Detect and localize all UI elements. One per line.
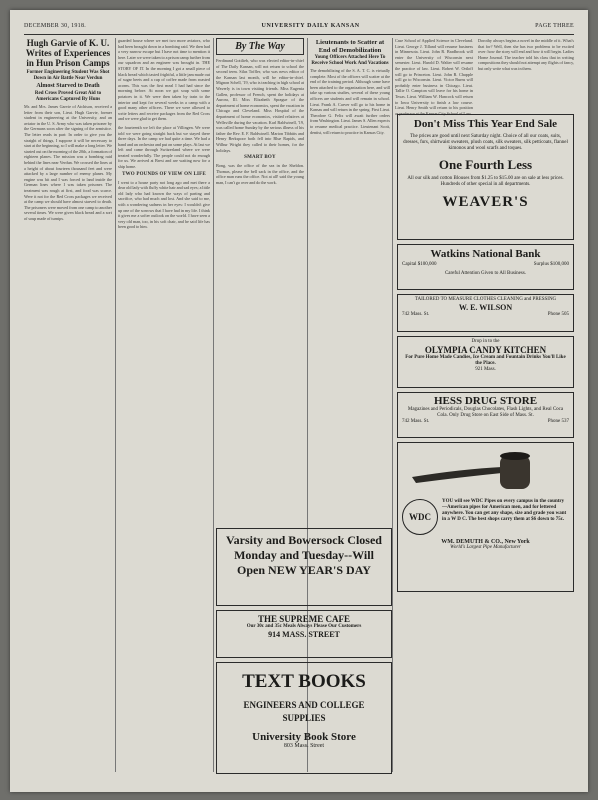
article-subhead: Almost Starved to Death: [36, 83, 100, 89]
wdc-pipe-ad: [397, 442, 574, 592]
column-divider: [213, 38, 214, 772]
watkins-bank-ad: [397, 244, 574, 290]
article-body: Dorothy always begins a novel in the middle of it. What's that for? Well, then she has two problems to be excited over: how the story will end and how it will begin. Ladies Home Journal. The teacher told his class that in writing compositions they should not attempt any flights of fancy, but only write what was in them.: [478, 38, 574, 71]
header-rule: [24, 34, 574, 35]
article-subhead: SMART BOY: [244, 155, 276, 161]
article-headline: Hugh Garvie of K. U. Writes of Experiences in Hun Prison Camps: [25, 38, 111, 68]
article-body: the fourteenth we left the place at Villingen. We were told we were going straight back but we stayed there three days. In the camp we had quite a time. We had a band and an orchestra and put on some plays. At last we left and came through Switzerland where we were treated wonderfully. The people could not do enough for us. We arrived at Brest and are waiting now for a ship home.: [118, 124, 210, 170]
article-body: I went to a house party not long ago and met there a dear old lady with fluffy white hair and sad eyes; a little old lady who had known the ways of parting and sacrifice, who had much and lost. And she said to me, with a wondering sadness in her eyes: I wouldn't give up one of the sorrows that I have had in my life. I think it gives me a softer outlook on the world. I have seen a very old man, too, in his soft chair, and he said life has been good to him.: [118, 179, 210, 230]
bank-name: Watkins National Bank: [430, 248, 541, 260]
candy-name: OLYMPIA CANDY KITCHEN: [424, 345, 547, 355]
pipe-headline: YOU will see WDC Pipes on every campus in the country—American pipes for American men, and for lettered anywhere. You can get any shape, size and grade you want in a W D C. The best shops carry them at $6 down to 75c.: [442, 499, 567, 522]
supreme-cafe-ad: [216, 610, 392, 658]
tailor-line: TAILORED TO MEASURE CLOTHES CLEANING and PRESSING: [414, 297, 557, 302]
tailor-phone: Phone 505: [547, 312, 569, 317]
article-body: Bong, was the office of the sea in the Sheldon. Thomas, please the bell sack in the office, and the office man runs the office. Not at all! said the young man, I can't go over and do the work.: [216, 163, 304, 185]
article-subhead: Red Cross Proved Great Aid to Americans Captured By Huns: [34, 91, 102, 102]
pipe-ad-body: [402, 499, 569, 535]
tailor-name: W. E. WILSON: [458, 303, 513, 312]
cafe-address: 914 MASS. STREET: [268, 630, 340, 639]
article-body: Ferdinand Gottlieb, who was elected editor-in-chief of The Daily Kansan, will not return to school the second term. Silas Toffler, who was news editor of the Kansan last month, will be editor-in-chief. Mignon Schell, '19, who is teaching in high school at Waverly is in town visiting friends. Miss Eugenia Gallen, professor of French, spent the holidays at Aurora, Ill. Miss Elizabeth Sprague of the department of home economics, spent the vacation in Chicago and Cleveland. Miss Hospital of the department of home economics, visited relatives at Wellsville during the vacation. Karl Baldwinell, '19, was called home Sunday by the serious illness of his father the Rev. E. F. Baldwinell. Marion Tibbitts and Henry Berkspoor both fell into Blue Rapids, and Wilbur Wright they called to their homes, for the holidays.: [216, 58, 304, 153]
hess-line: Magazines and Periodicals, Douglas Chocolates, Flash Lights, and Real Coca Cola. Only Drug Store on East Side of Mass. St.: [407, 407, 564, 418]
article-body: guarded house where we met two more aviators, who had been brought down in a bombing raid. We then had a very narrow escape but I have not time to mention it here. Later we were taken to a prison camp further from our squadron and an engineer was brought in. THE STORY OF IT. In the morning I got a small piece of black bread which tasted frightful, a little jam made out of sugar beets and a cup of coffee made from roasted acorns. This was the first meal I had had since the morning before. At noon we got soup with some potatoes in it. We were then taken by train to the interior and kept for several weeks in a camp with a good many other officers. There we were allowed to write letters and receive packages from the Red Cross and we were glad to get them.: [118, 38, 210, 122]
candy-address: 921 Mass.: [475, 367, 496, 372]
tailor-contact: [402, 312, 569, 318]
article-body: Mr. and Mrs. James Garvie of Atchison, received a letter from their son, Lieut. Hugh Garvie, former student in engineering at the University, and an aviator in the U. S. Army who was taken prisoner by the Germans soon after the signing of the armistice. The letter reads in part: In order to give you the straight of things, I suppose it will be necessary to start at the beginning, so I will make a long letter. We started out on the morning of the 20th, a formation of eighteen planes. The mission was a bombing raid behind the lines near Verdun. We crossed the lines at a height of about fourteen thousand feet and were attacked by a large number of enemy planes. My engine was hit and I was forced to land inside the German lines where I was taken prisoner. The treatment was rough at first, and food was scarce. Were it not for the Red Cross packages we received at the camp we should have almost starved to death. The prisoners were moved from one camp to another several times. We were given black bread and a sort of soup made of turnips.: [24, 104, 112, 221]
pipe-maker-sub: World's Largest Pipe Manufacturer: [450, 545, 521, 550]
ad-body: The prices are good until next Saturday night. Choice of all our coats, suits, dresses, furs, shirtwaist sweaters, plush coats, silk sweaters, silk petticoats, flannel kimonos and wool scarfs and toques.: [403, 134, 568, 151]
hess-drug-ad: [397, 392, 574, 438]
books-title: TEXT BOOKS: [242, 671, 366, 692]
candy-pre: Drop in to the: [471, 339, 500, 344]
hess-name: HESS DRUG STORE: [433, 395, 538, 407]
page-header: [24, 23, 574, 33]
wilson-tailor-ad: [397, 294, 574, 332]
bank-capital: Capital $100,000: [402, 262, 437, 267]
ad-big-text: One Fourth Less: [438, 157, 533, 172]
ad-headline: Don't Miss This Year End Sale: [413, 118, 558, 130]
article-subhead: TWO POUNDS OF VIEW ON LIFE: [122, 171, 206, 177]
tailor-address: 742 Mass. St.: [402, 312, 430, 317]
text-books-ad: [216, 662, 392, 774]
wdc-badge: WDC: [402, 499, 438, 535]
weavers-ad: [397, 114, 574, 240]
column-title: By The Way: [235, 41, 285, 52]
ad-note: All our silk and cotton Blouses from $1.25 to $15.00 are on sale at less prices. Hundreds of other special in all departments.: [407, 176, 564, 187]
header-page: PAGE THREE: [535, 23, 574, 29]
article-garvie-cont: [118, 38, 210, 774]
article-subhead: Young Officers Attached Here To Receive School Work And Vacations: [311, 55, 389, 66]
hess-address: 742 Mass. St.: [402, 419, 430, 424]
bank-surplus: Surplus $100,000: [533, 262, 569, 267]
article-lieutenants: [310, 38, 390, 502]
hess-contact: [402, 419, 569, 425]
column-title-box: [216, 38, 304, 55]
books-sub: ENGINEERS AND COLLEGE SUPPLIES: [243, 700, 365, 723]
candy-line: For Pure Home Made Candies, Ice Cream and Fountain Drinks You'll Like the Place.: [405, 355, 566, 366]
books-address: 803 Mass. Street: [283, 743, 325, 749]
bank-figures: [402, 262, 569, 268]
article-body: Case School of Applied Science in Cleveland. Lieut. George J. Tilland will resume business in Minnesota. Lieut. John R. Bradbrook will enter the University of Wisconsin next semester. Lieut. Harold D. Walter will resume the practice of law. Lieut. Robert W. Ortloff will go to Princeton. Lieut. John R. Chapple will go to Wisconsin. Lieut. Victor Burns will probably enter business in Chicago. Lieut. Tallie O. Campton will leave for his home in Texas. Lieut. William W. Hancock will return to Iowa University to finish a law course. Lieut. Henry Smith will return to his position as professor at the Kansas City School of Law.: [395, 38, 473, 116]
pipe-illustration: [402, 447, 572, 499]
column-by-the-way: [216, 38, 304, 502]
column-divider: [392, 38, 393, 772]
books-store: University Book Store: [252, 731, 356, 743]
article-garvie: [24, 38, 112, 774]
header-title: UNIVERSITY DAILY KANSAN: [261, 23, 360, 29]
article-body: The demobilizing of the S. A. T. C. is virtually complete. Most of the officers will scatter at the end of the training period. Although some have been attached to the organization here, and will take up various studies, several of these young officers are students and will remain in school. Lieut. Frank A. Carver will go to his home in Kansas and will return in the spring. First Lieut. Theodore G. Felix will await further orders from Washington. Lieut. James S. Allen expects to resume medical practice. Lieutenant Scott, dentist, will return to practice in Kansas City.: [310, 68, 390, 135]
varsity-text: Varsity and Bowersock Closed Monday and Tuesday--Will Open NEW YEAR'S DAY: [226, 533, 382, 577]
jokes-column: [478, 38, 574, 112]
hess-phone: Phone 537: [547, 419, 569, 424]
bank-note: Careful Attention Given to All Business.: [444, 271, 527, 276]
cafe-name: THE SUPREME CAFE: [257, 614, 350, 624]
article-headline: Lieutenants to Scatter at End of Demobilization: [315, 39, 385, 54]
varsity-ad: [216, 528, 392, 606]
newspaper-page: [10, 10, 588, 792]
ad-store-name: WEAVER'S: [442, 194, 529, 210]
olympia-candy-ad: [397, 336, 574, 388]
cafe-line: Our 30c and 35c Meals Always Please Our Customers: [246, 624, 362, 629]
article-subhead: Former Engineering Student Was Shot Down in Air Battle Near Verdun: [26, 70, 110, 81]
pipe-maker: WM. DEMUTH & CO., New York: [441, 539, 530, 545]
column-divider: [115, 38, 116, 772]
header-date: DECEMBER 30, 1918.: [24, 23, 87, 29]
